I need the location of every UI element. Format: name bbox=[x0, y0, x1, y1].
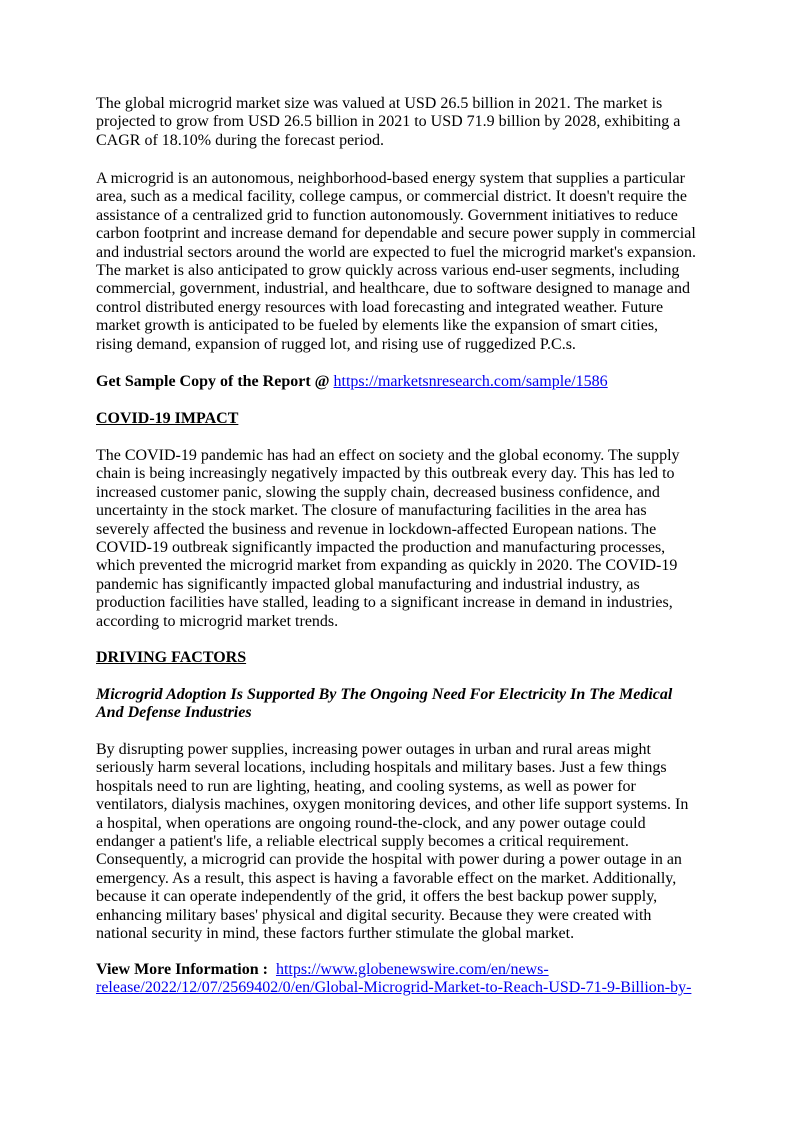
intro-paragraph bbox=[96, 95, 736, 150]
text-line: Microgrid Adoption Is Supported By The Ongoing Need For Electricity In The Medical bbox=[96, 686, 673, 703]
driving-subheading bbox=[96, 686, 736, 723]
driving-heading: DRIVING FACTORS bbox=[96, 649, 247, 666]
covid-heading: COVID-19 IMPACT bbox=[96, 410, 239, 427]
text-line: COVID-19 outbreak significantly impacted the production and manufacturing processes, bbox=[96, 539, 666, 557]
covid-paragraph bbox=[96, 447, 736, 631]
text-line: carbon footprint and increase demand for dependable and secure power supply in commercial bbox=[96, 225, 696, 243]
text-line: assistance of a centralized grid to function autonomously. Government initiatives to reduce bbox=[96, 206, 678, 224]
more-info bbox=[96, 961, 736, 998]
more-label: View More Information : bbox=[96, 961, 268, 978]
text-line: production facilities have stalled, leading to a significant increase in demand in industries, bbox=[96, 594, 673, 612]
text-line: a hospital, when operations are ongoing round-the-clock, and any power outage could bbox=[96, 814, 646, 832]
text-line: And Defense Industries bbox=[96, 704, 252, 722]
more-link-1[interactable]: https://www.globenewswire.com/en/news- bbox=[275, 961, 549, 978]
sample-link[interactable]: https://marketsnresearch.com/sample/1586 bbox=[333, 373, 608, 390]
more-link-2[interactable]: release/2022/12/07/2569402/0/en/Global-Microgrid-Market-to-Reach-USD-71-9-Billion-by- bbox=[96, 979, 692, 997]
text-line: By disrupting power supplies, increasing power outages in urban and rural areas might bbox=[96, 741, 651, 758]
text-line: The market is also anticipated to grow quickly across various end-user segments, including bbox=[96, 262, 680, 280]
text-line: emergency. As a result, this aspect is having a favorable effect on the market. Additionally, bbox=[96, 869, 677, 887]
text-line: seriously harm several locations, including hospitals and military bases. Just a few things bbox=[96, 759, 667, 777]
text-line: control distributed energy resources with load forecasting and integrated weather. Future bbox=[96, 298, 664, 316]
text-line: and industrial sectors around the world are expected to fuel the microgrid market's expansion. bbox=[96, 243, 697, 261]
text-line: national security in mind, these factors further stimulate the global market. bbox=[96, 925, 575, 943]
text-line: which prevented the microgrid market from expanding as quickly in 2020. The COVID-19 bbox=[96, 557, 678, 575]
text-line: hospitals need to run are lighting, heating, and cooling systems, as well as power for bbox=[96, 777, 636, 795]
text-line: The global microgrid market size was valued at USD 26.5 billion in 2021. The market is bbox=[96, 95, 663, 112]
text-line: A microgrid is an autonomous, neighborhood-based energy system that supplies a particular bbox=[96, 170, 685, 187]
text-line: commercial, government, industrial, and healthcare, due to software designed to manage and bbox=[96, 280, 691, 298]
text-line: according to microgrid market trends. bbox=[96, 612, 339, 630]
definition-paragraph bbox=[96, 170, 736, 354]
text-line: endanger a patient's life, a reliable electrical supply becomes a critical requirement. bbox=[96, 833, 629, 851]
text-line: pandemic has significantly impacted global manufacturing and industrial industry, as bbox=[96, 575, 640, 593]
text-line: market growth is anticipated to be fueled by elements like the expansion of smart cities, bbox=[96, 317, 659, 335]
text-line: CAGR of 18.10% during the forecast period. bbox=[96, 131, 384, 149]
text-line: Consequently, a microgrid can provide the hospital with power during a power outage in an bbox=[96, 851, 682, 869]
sample-label: Get Sample Copy of the Report @ bbox=[96, 373, 334, 390]
driving-paragraph bbox=[96, 741, 736, 943]
text-line: severely affected the business and revenue in lockdown-affected European nations. The bbox=[96, 520, 657, 538]
text-line: ventilators, dialysis machines, oxygen monitoring devices, and other life support systems. In bbox=[96, 796, 689, 814]
text-line: area, such as a medical facility, college campus, or commercial district. It doesn't require the bbox=[96, 188, 687, 206]
text-line: increased customer panic, slowing the supply chain, decreased business confidence, and bbox=[96, 483, 660, 501]
text-line: enhancing military bases' physical and digital security. Because they were created with bbox=[96, 906, 652, 924]
text-line: uncertainty in the stock market. The closure of manufacturing facilities in the area has bbox=[96, 502, 647, 520]
text-line: rising demand, expansion of rugged lot, and rising use of ruggedized P.C.s. bbox=[96, 335, 576, 353]
text-line: because it can operate independently of the grid, it offers the best backup power supply, bbox=[96, 888, 658, 906]
text-line: projected to grow from USD 26.5 billion in 2021 to USD 71.9 billion by 2028, exhibiting a bbox=[96, 113, 681, 131]
text-line: chain is being increasingly negatively impacted by this outbreak every day. This has led to bbox=[96, 465, 675, 483]
text-line: The COVID-19 pandemic has had an effect on society and the global economy. The supply bbox=[96, 447, 680, 464]
sample-line bbox=[96, 373, 736, 391]
